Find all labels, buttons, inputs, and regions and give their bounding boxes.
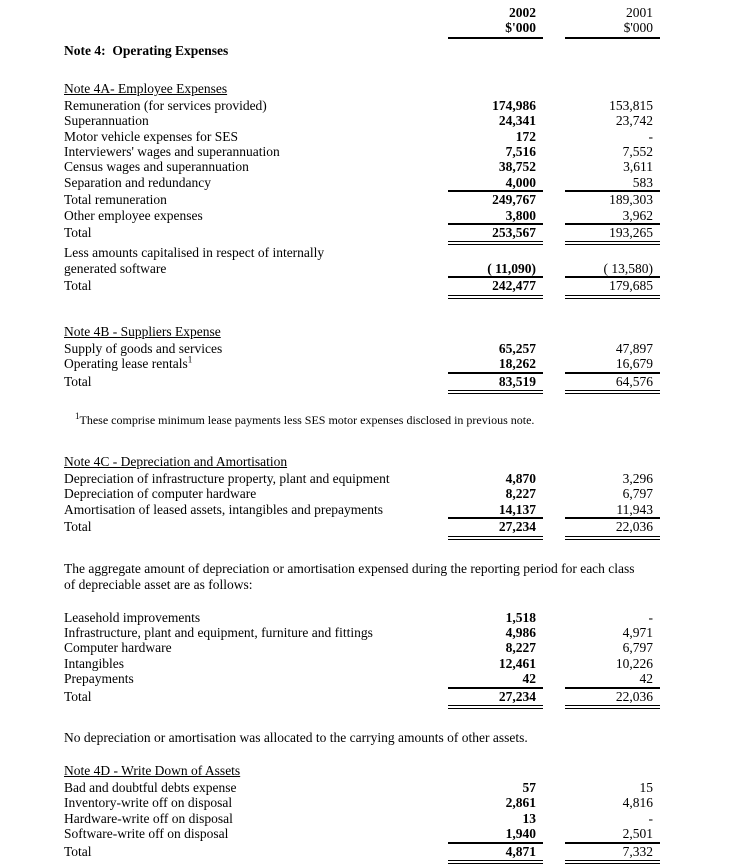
table-row [64, 811, 660, 826]
row-label: Interviewers' wages and superannuation [64, 144, 280, 160]
value-2001: 3,296 [622, 470, 653, 486]
value-2001: ( 13,580) [565, 261, 660, 278]
value-2001: 193,265 [565, 225, 660, 245]
column-header-years [64, 5, 660, 20]
table-row [64, 175, 660, 192]
column-header-units [64, 20, 660, 38]
value-2002: 83,519 [448, 374, 543, 394]
column-unit-2001: $'000 [565, 20, 660, 38]
value-2001: 11,943 [565, 502, 660, 519]
table-row [64, 826, 660, 843]
section-heading: Note 4B - Suppliers Expense [64, 323, 221, 339]
table-section [64, 780, 660, 864]
value-2002: 27,234 [448, 519, 543, 539]
table-row [64, 208, 660, 225]
value-2002: 8,227 [505, 486, 536, 502]
table-row [64, 471, 660, 486]
row-label: Motor vehicle expenses for SES [64, 128, 238, 144]
value-2002: 172 [515, 128, 536, 144]
row-label: generated software [64, 260, 167, 276]
column-unit-2002: $'000 [448, 20, 543, 38]
row-label: Total [64, 519, 92, 535]
row-label: Bad and doubtful debts expense [64, 779, 237, 795]
value-2001: 7,552 [622, 144, 653, 160]
table-row [64, 795, 660, 810]
value-2001: 22,036 [565, 519, 660, 539]
row-label: Amortisation of leased assets, intangibles and prepayments [64, 501, 384, 517]
value-2001: 3,611 [623, 159, 653, 175]
table-row [64, 129, 660, 144]
section-heading: Note 4D - Write Down of Assets [64, 762, 241, 778]
row-label: Superannuation [64, 113, 149, 129]
value-2002: 13 [522, 810, 536, 826]
table-row [64, 689, 660, 709]
value-2002: 65,257 [498, 340, 536, 356]
row-label: Inventory-write off on disposal [64, 795, 233, 811]
row-label: Separation and redundancy [64, 174, 211, 190]
table-row [64, 610, 660, 625]
table-row [64, 225, 660, 245]
value-2002: 249,767 [492, 192, 536, 208]
value-2002: 1,518 [505, 609, 536, 625]
value-2002: 4,871 [448, 844, 543, 864]
row-label: Total remuneration [64, 192, 167, 208]
row-label: Supply of goods and services [64, 340, 223, 356]
document-body [64, 81, 660, 864]
table-section [64, 610, 660, 709]
value-2001: 15 [639, 779, 653, 795]
table-row [64, 341, 660, 356]
value-2002: 57 [522, 779, 536, 795]
table-row [64, 844, 660, 864]
row-label: Leasehold improvements [64, 609, 201, 625]
value-2002: 174,986 [492, 97, 536, 113]
table-section [64, 341, 660, 394]
value-2001: 189,303 [609, 192, 653, 208]
value-2001: 4,971 [622, 624, 653, 640]
table-row [64, 486, 660, 501]
value-2001: 6,797 [622, 640, 653, 656]
value-2002: 38,752 [498, 159, 536, 175]
value-2002: 12,461 [498, 655, 536, 671]
value-2002: 4,000 [448, 175, 543, 192]
value-2002: 1,940 [448, 826, 543, 843]
value-2001: - [648, 128, 653, 144]
footnote: $^1$These comprise minimum lease payments less SES motor expenses disclosed in previous note. [75, 410, 535, 427]
value-2002: 24,341 [498, 113, 536, 129]
table-row [64, 625, 660, 640]
row-label: Infrastructure, plant and equipment, furniture and fittings [64, 624, 373, 640]
value-2001: 47,897 [615, 340, 653, 356]
value-2001: 3,962 [565, 208, 660, 225]
value-2001: 6,797 [622, 486, 653, 502]
row-label: Hardware-write off on disposal [64, 810, 233, 826]
value-2001: 22,036 [565, 689, 660, 709]
table-row [64, 356, 660, 373]
row-label: Prepayments [64, 671, 134, 687]
table-row [64, 671, 660, 688]
column-year-2002: 2002 [509, 5, 536, 20]
row-label: Software-write off on disposal [64, 826, 229, 842]
row-label: Total [64, 843, 92, 859]
table-row [64, 640, 660, 655]
row-label: Operating lease rentals$^1$ [64, 354, 193, 372]
row-label: Less amounts capitalised in respect of internally [64, 245, 325, 261]
value-2001: 10,226 [615, 655, 653, 671]
value-2002: 8,227 [505, 640, 536, 656]
value-2001: 42 [565, 671, 660, 688]
table-row [64, 113, 660, 128]
value-2002: 2,861 [505, 795, 536, 811]
value-2002: 4,870 [505, 470, 536, 486]
table-section [64, 471, 660, 540]
value-2001: 4,816 [622, 795, 653, 811]
footnote-marker: 1 [75, 410, 80, 421]
value-2002: 14,137 [448, 502, 543, 519]
table-row [64, 278, 660, 298]
row-label: Total [64, 688, 92, 704]
value-2001: 2,501 [565, 826, 660, 843]
table-row [64, 780, 660, 795]
column-year-2001: 2001 [626, 5, 653, 20]
body-paragraph: No depreciation or amortisation was allocated to the carrying amounts of other assets. [64, 729, 528, 745]
table-row [64, 656, 660, 671]
value-2001: - [648, 810, 653, 826]
row-label: Intangibles [64, 655, 124, 671]
row-label: Remuneration (for services provided) [64, 97, 267, 113]
value-2001: 583 [565, 175, 660, 192]
value-2002: 4,986 [505, 624, 536, 640]
table-row [64, 502, 660, 519]
value-2002: 27,234 [448, 689, 543, 709]
table-row [64, 519, 660, 539]
table-row [64, 374, 660, 394]
value-2001: 179,685 [565, 278, 660, 298]
value-2002: 242,477 [448, 278, 543, 298]
table-row [64, 245, 660, 260]
row-label: Computer hardware [64, 640, 172, 656]
value-2002: ( 11,090) [448, 261, 543, 278]
table-row [64, 144, 660, 159]
table-row [64, 192, 660, 207]
page-title: Note 4: Operating Expenses [64, 42, 229, 58]
row-label: Total [64, 278, 92, 294]
table-row [64, 261, 660, 278]
value-2001: 153,815 [609, 97, 653, 113]
value-2001: - [648, 609, 653, 625]
section-heading: Note 4C - Depreciation and Amortisation [64, 453, 288, 469]
value-2001: 7,332 [565, 844, 660, 864]
value-2002: 3,800 [448, 208, 543, 225]
body-paragraph: The aggregate amount of depreciation or amortisation expensed during the reporting period for each class of depreciable asset are as follows: [64, 560, 635, 592]
value-2001: 64,576 [565, 374, 660, 394]
row-label: Total [64, 373, 92, 389]
value-2002: 253,567 [448, 225, 543, 245]
value-2001: 23,742 [615, 113, 653, 129]
value-2002: 18,262 [448, 356, 543, 373]
value-2002: 7,516 [505, 144, 536, 160]
row-label: Census wages and superannuation [64, 159, 249, 175]
table-section [64, 98, 660, 299]
table-row [64, 98, 660, 113]
table-row [64, 159, 660, 174]
row-label: Depreciation of computer hardware [64, 486, 257, 502]
row-label: Other employee expenses [64, 207, 203, 223]
section-heading: Note 4A- Employee Expenses [64, 80, 228, 96]
row-label: Depreciation of infrastructure property, plant and equipment [64, 470, 390, 486]
value-2001: 16,679 [565, 356, 660, 373]
footnote-marker: 1 [187, 354, 193, 365]
value-2002: 42 [448, 671, 543, 688]
row-label: Total [64, 225, 92, 241]
